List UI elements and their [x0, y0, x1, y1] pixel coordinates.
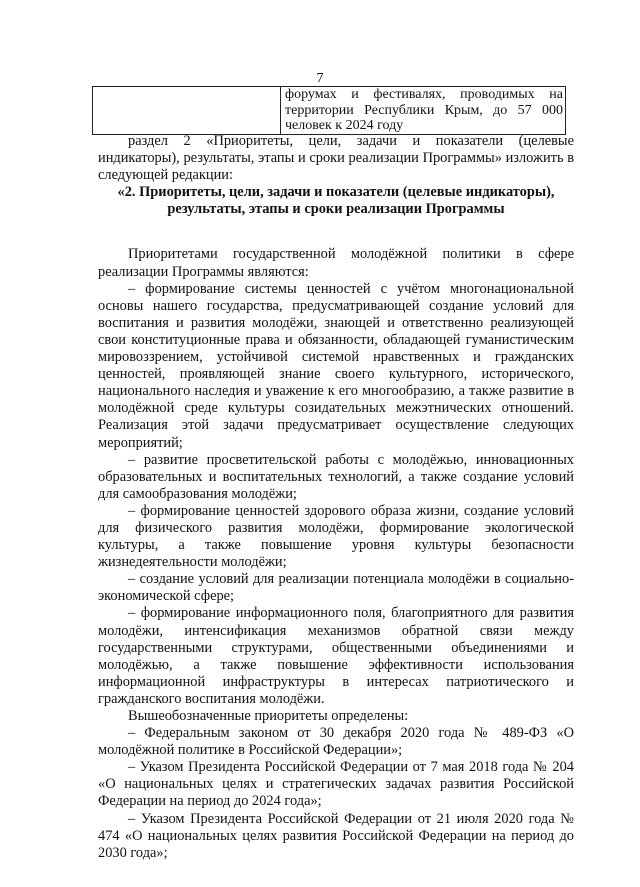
paragraph: – формирование ценностей здорового образа жизни, создание условий для физического развития молодёжи, формирование экологической культуры, а также повышение уровня культуры безопасности жизнедеятельности молодёжи; — [98, 502, 574, 571]
continuation-table — [92, 86, 566, 135]
paragraph: Приоритетами государственной молодёжной политики в сфере реализации Программы являются: — [98, 246, 574, 280]
table-cell-empty — [93, 87, 281, 135]
paragraph: – формирование системы ценностей с учётом многонациональной основы нашего государства, предусматривающей создание условий для воспитания и развития молодёжи, знающей и ответственно реализующей свои конституционные права и обязанности, обладающей гуманистическим мировоззрением, устойчивой системой нравственных и гражданских ценностей, проявляющей знание своего культурного, исторического, национального наследия и уважение к его многообразию, а также развитие в молодёжной среде культуры созидательных межэтнических отношений. Реализация этой задачи предусматривает осуществление следующих мероприятий; — [98, 280, 574, 451]
section-heading: «2. Приоритеты, цели, задачи и показатели (целевые индикаторы), результаты, этапы и сроки реализации Программы — [117, 184, 555, 218]
paragraph: Вышеобозначенные приоритеты определены: — [128, 708, 409, 724]
intro-paragraph: раздел 2 «Приоритеты, цели, задачи и показатели (целевые индикаторы), результаты, этапы и сроки реализации Программы» изложить в следующей редакции: — [98, 133, 574, 184]
table-row — [93, 87, 566, 135]
document-body — [98, 133, 574, 862]
paragraph: – развитие просветительской работы с молодёжью, инновационных образовательных и воспитательных технологий, а также создание условий для самообразования молодёжи; — [98, 451, 574, 502]
paragraph: – создание условий для реализации потенциала молодёжи в социально-экономической сфере; — [98, 571, 574, 605]
table-cell-text: форумах и фестивалях, проводимых на территории Республики Крым, до 57 000 человек к 2024 году — [281, 87, 566, 135]
spacer — [98, 218, 574, 246]
paragraph: – Указом Президента Российской Федерации от 7 мая 2018 года № 204 «О национальных целях и стратегических задачах развития Российской Федерации на период до 2024 года»; — [98, 759, 574, 810]
paragraph: – Указом Президента Российской Федерации от 21 июля 2020 года № 474 «О национальных целях развития Российской Федерации на период до 2030 года»; — [98, 810, 574, 861]
page-number: 7 — [316, 71, 324, 86]
paragraph: – формирование информационного поля, благоприятного для развития молодёжи, интенсификация механизмов обратной связи между государственными структурами, общественными объединениями и молодёжью, а также повышение эффективности использования информационной инфраструктуры в интересах патриотического и гражданского воспитания молодёжи. — [98, 605, 574, 707]
paragraph: – Федеральным законом от 30 декабря 2020 года № 489-ФЗ «О молодёжной политике в Российской Федерации»; — [98, 725, 574, 759]
